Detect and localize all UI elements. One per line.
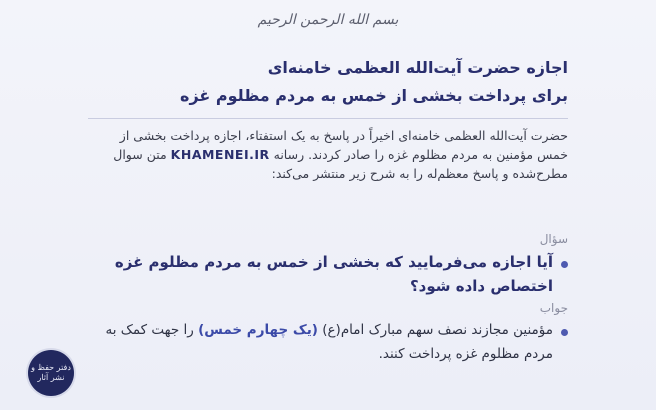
office-seal-logo	[28, 350, 74, 396]
answer-text-before: مؤمنین مجازند نصف سهم مبارک امام(ع)	[317, 322, 553, 338]
answer-label: جواب	[539, 301, 568, 315]
answer-text	[88, 318, 553, 366]
answer-highlight: (یک چهارم خمس)	[198, 322, 318, 338]
bullet-icon	[561, 329, 568, 336]
question-label: سؤال	[539, 232, 568, 246]
title-line-1: اجازه حضرت آیت‌الله العظمی خامنه‌ای	[267, 58, 568, 77]
intro-text-part1: حضرت آیت‌الله العظمی خامنه‌ای اخیراً در پاسخ به یک استفتاء، اجازه پرداخت بخشی از خمس مؤمنین به مردم مظلوم غزه را صادر کردند. رسانه	[119, 128, 568, 162]
page-title	[88, 54, 568, 110]
question-text: آیا اجازه می‌فرمایید که بخشی از خمس به مردم مظلوم غزه اختصاص داده شود؟	[114, 253, 553, 295]
intro-text-part2: متن سوال مطرح‌شده و پاسخ معظم‌له را به شرح زیر منتشر می‌کند:	[113, 147, 568, 181]
question-item	[88, 250, 568, 298]
logo-text: دفتر حفظ و نشر آثار	[31, 363, 71, 382]
answer-text-after: را جهت کمک به مردم مظلوم غزه پرداخت کنند.	[105, 322, 553, 362]
answer-item	[88, 318, 568, 366]
divider	[88, 118, 568, 119]
basmala: بسم الله الرحمن الرحیم	[257, 12, 399, 28]
bullet-icon	[561, 261, 568, 268]
intro-paragraph	[88, 126, 568, 183]
site-name: KHAMENEI.IR	[170, 147, 270, 162]
title-line-2: برای پرداخت بخشی از خمس به مردم مظلوم غزه	[180, 86, 568, 105]
